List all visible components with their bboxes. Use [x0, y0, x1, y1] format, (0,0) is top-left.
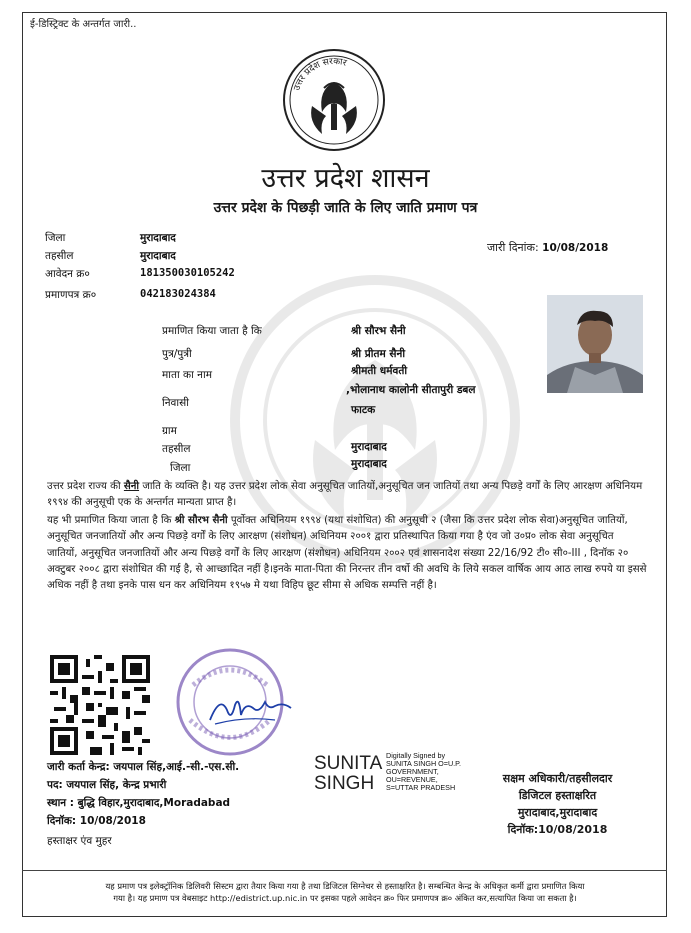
parent-label: पुत्र/पुत्री	[162, 348, 192, 360]
competent-authority-block	[460, 770, 655, 838]
district-value: मुरादाबाद	[140, 232, 176, 244]
sig-detail-5: S=UTTAR PRADESH	[386, 783, 456, 792]
para1-pre: उत्तर प्रदेश राज्य की	[47, 481, 124, 492]
signature-seal-label: हस्ताक्षर एंव मुहर	[47, 835, 112, 847]
digital-signature-block	[314, 754, 382, 794]
handwritten-signature-icon	[205, 690, 295, 730]
person-tehsil-value: मुरादाबाद	[351, 441, 387, 453]
authority-date: दिनॉक:10/08/2018	[507, 823, 608, 836]
issue-date: 10/08/2018	[542, 242, 609, 254]
signer-name-line1: SUNITA	[314, 753, 383, 774]
applicant-photo	[547, 295, 643, 393]
person-district-value: मुरादाबाद	[351, 458, 387, 470]
village-label: ग्राम	[162, 425, 177, 437]
person-tehsil-label: तहसील	[162, 443, 191, 455]
issuer-designation: पद: जयपाल सिंह, केन्द्र प्रभारी	[47, 779, 167, 791]
page-title: उत्तर प्रदेश शासन	[261, 163, 430, 194]
application-number: 181350030105242	[140, 267, 235, 279]
issuing-centre: जारी कर्ता केन्द्र: जयपाल सिंह,आई.-सी.-एस.सी.	[47, 761, 240, 773]
mother-name: श्रीमती धर्मवती	[351, 365, 408, 377]
person-photo-icon	[547, 295, 643, 393]
sig-detail-4: OU=REVENUE,	[386, 775, 438, 784]
resident-label: निवासी	[162, 397, 189, 409]
up-govt-emblem-icon	[278, 42, 390, 154]
para1-post: जाति के व्यक्ति है। यह उत्तर प्रदेश लोक सेवा अनुसूचित जातियों,अनुसूचित जन जातियों तथा अन्य पिछड़े वर्गों के लिए आरक्षण अधिनियम १९९४ की अनुसूची एक के अन्तर्गत मान्यता प्राप्त है।	[47, 481, 643, 509]
certificate-number-label: प्रमाणपत्र क्र०	[45, 289, 97, 301]
tehsil-label: तहसील	[45, 250, 74, 262]
footer-note	[40, 880, 650, 904]
certification-paragraph	[47, 513, 647, 594]
qr-code-icon	[50, 655, 150, 755]
footer-divider	[22, 870, 667, 871]
mother-label: माता का नाम	[162, 369, 212, 381]
authority-digital: डिजिटल हस्ताक्षरित	[518, 789, 597, 802]
para2-post: पूर्वोक्त अधिनियम १९९४ (यथा संशोधित) की अनुसूची २ (जैसा कि उत्तर प्रदेश लोक सेवा)अनुसूचित जातियों, अनुसूचित जनजातियों और अन्य पिछड़े वर्गों के लिए आरक्षण (संशोधन) अधिनियम २००१ द्वारा प्रतिस्थापित किया गया है एंव जो उ०प्र० लोक सेवा अनुसूचित जातियों, अनुसूचित जनजातियों और अन्य पिछड़े वर्गों के लिए आरक्षण (संशोधन) अधिनियम २००२ एवं शासनादेश संख्या 22/16/92 टी० सी०-III , दिनॉक २० अक्टुबर २००८ द्वारा संशोधित की गई है, से आच्छादित नहीं है।इनके माता-पिता की निरन्तर तीन वर्षो की अवधि के लिये सकल वार्षिक आय आठ लाख रुपये या इससे अधिक नहीं है तथा इनके पास धन कर अधिनियम १९५७ मे यथा विहिप छूट सीमा से अधिक सम्पत्ति नहीं है।	[47, 515, 647, 592]
applicant-name: श्री सौरभ सैनी	[351, 325, 406, 337]
tehsil-value: मुरादाबाद	[140, 250, 176, 262]
signer-name-line2: SINGH	[314, 773, 375, 794]
certificate-number: 042183024384	[140, 288, 216, 300]
footer-line2: गया है। यह प्रमाण पत्र वेबसाइट http://edistrict.up.nic.in पर इसका पहले आवेदन क्र० फिर प्रमाणपत्र क्र० अंकित कर,सत्यापित किया जा सकता है।	[113, 893, 577, 903]
issue-date-block	[487, 240, 608, 255]
certificate-subtitle: उत्तर प्रदेश के पिछड़ी जाति के लिए जाति प्रमाण पत्र	[213, 200, 478, 216]
issuer-date: दिनॉक: 10/08/2018	[47, 815, 146, 827]
issue-date-label: जारी दिनांक:	[487, 241, 539, 254]
father-name: श्री प्रीतम सैनी	[351, 348, 406, 360]
certify-label: प्रमाणित किया जाता है कि	[162, 325, 262, 337]
person-district-label: जिला	[170, 462, 191, 474]
resident-address-line1: ,भोलानाथ कालोनी सीतापुरी डबल	[346, 384, 476, 396]
top-note: ई-डिस्ट्रिक्ट के अन्तर्गत जारी..	[30, 19, 137, 30]
footer-line1: यह प्रमाण पत्र इलेक्ट्रॉनिक डिलिवरी सिस्टम द्वारा तैयार किया गया है तथा डिजिटल सिग्नेचर से हस्ताक्षरित है। सम्बन्धित केन्द्र के अधिकृत कर्मी द्वारा प्रमाणित किया	[105, 881, 585, 891]
emblem-text: उत्तर प्रदेश सरकार	[292, 56, 348, 92]
para2-name: श्री सौरभ सैनी	[174, 515, 228, 526]
caste-paragraph	[47, 479, 647, 512]
authority-location: मुरादाबाद,मुरादाबाद	[517, 806, 598, 819]
issuer-location: स्थान : बुद्धि विहार,मुरादाबाद,Moradabad	[47, 797, 231, 809]
resident-address-line2: फाटक	[351, 404, 376, 416]
application-label: आवेदन क्र०	[45, 268, 90, 280]
para2-pre: यह भी प्रमाणित किया जाता है कि	[47, 515, 175, 526]
caste-name: सैनी	[123, 481, 140, 492]
sig-detail-2: SUNITA SINGH O=U.P.	[386, 759, 462, 768]
authority-title: सक्षम अधिकारी/तहसीलदार	[502, 772, 613, 785]
sig-detail-1: Digitally Signed by	[386, 751, 446, 760]
digital-signature-details	[386, 752, 461, 792]
sig-detail-3: GOVERNMENT,	[386, 767, 439, 776]
district-label: जिला	[45, 232, 66, 244]
